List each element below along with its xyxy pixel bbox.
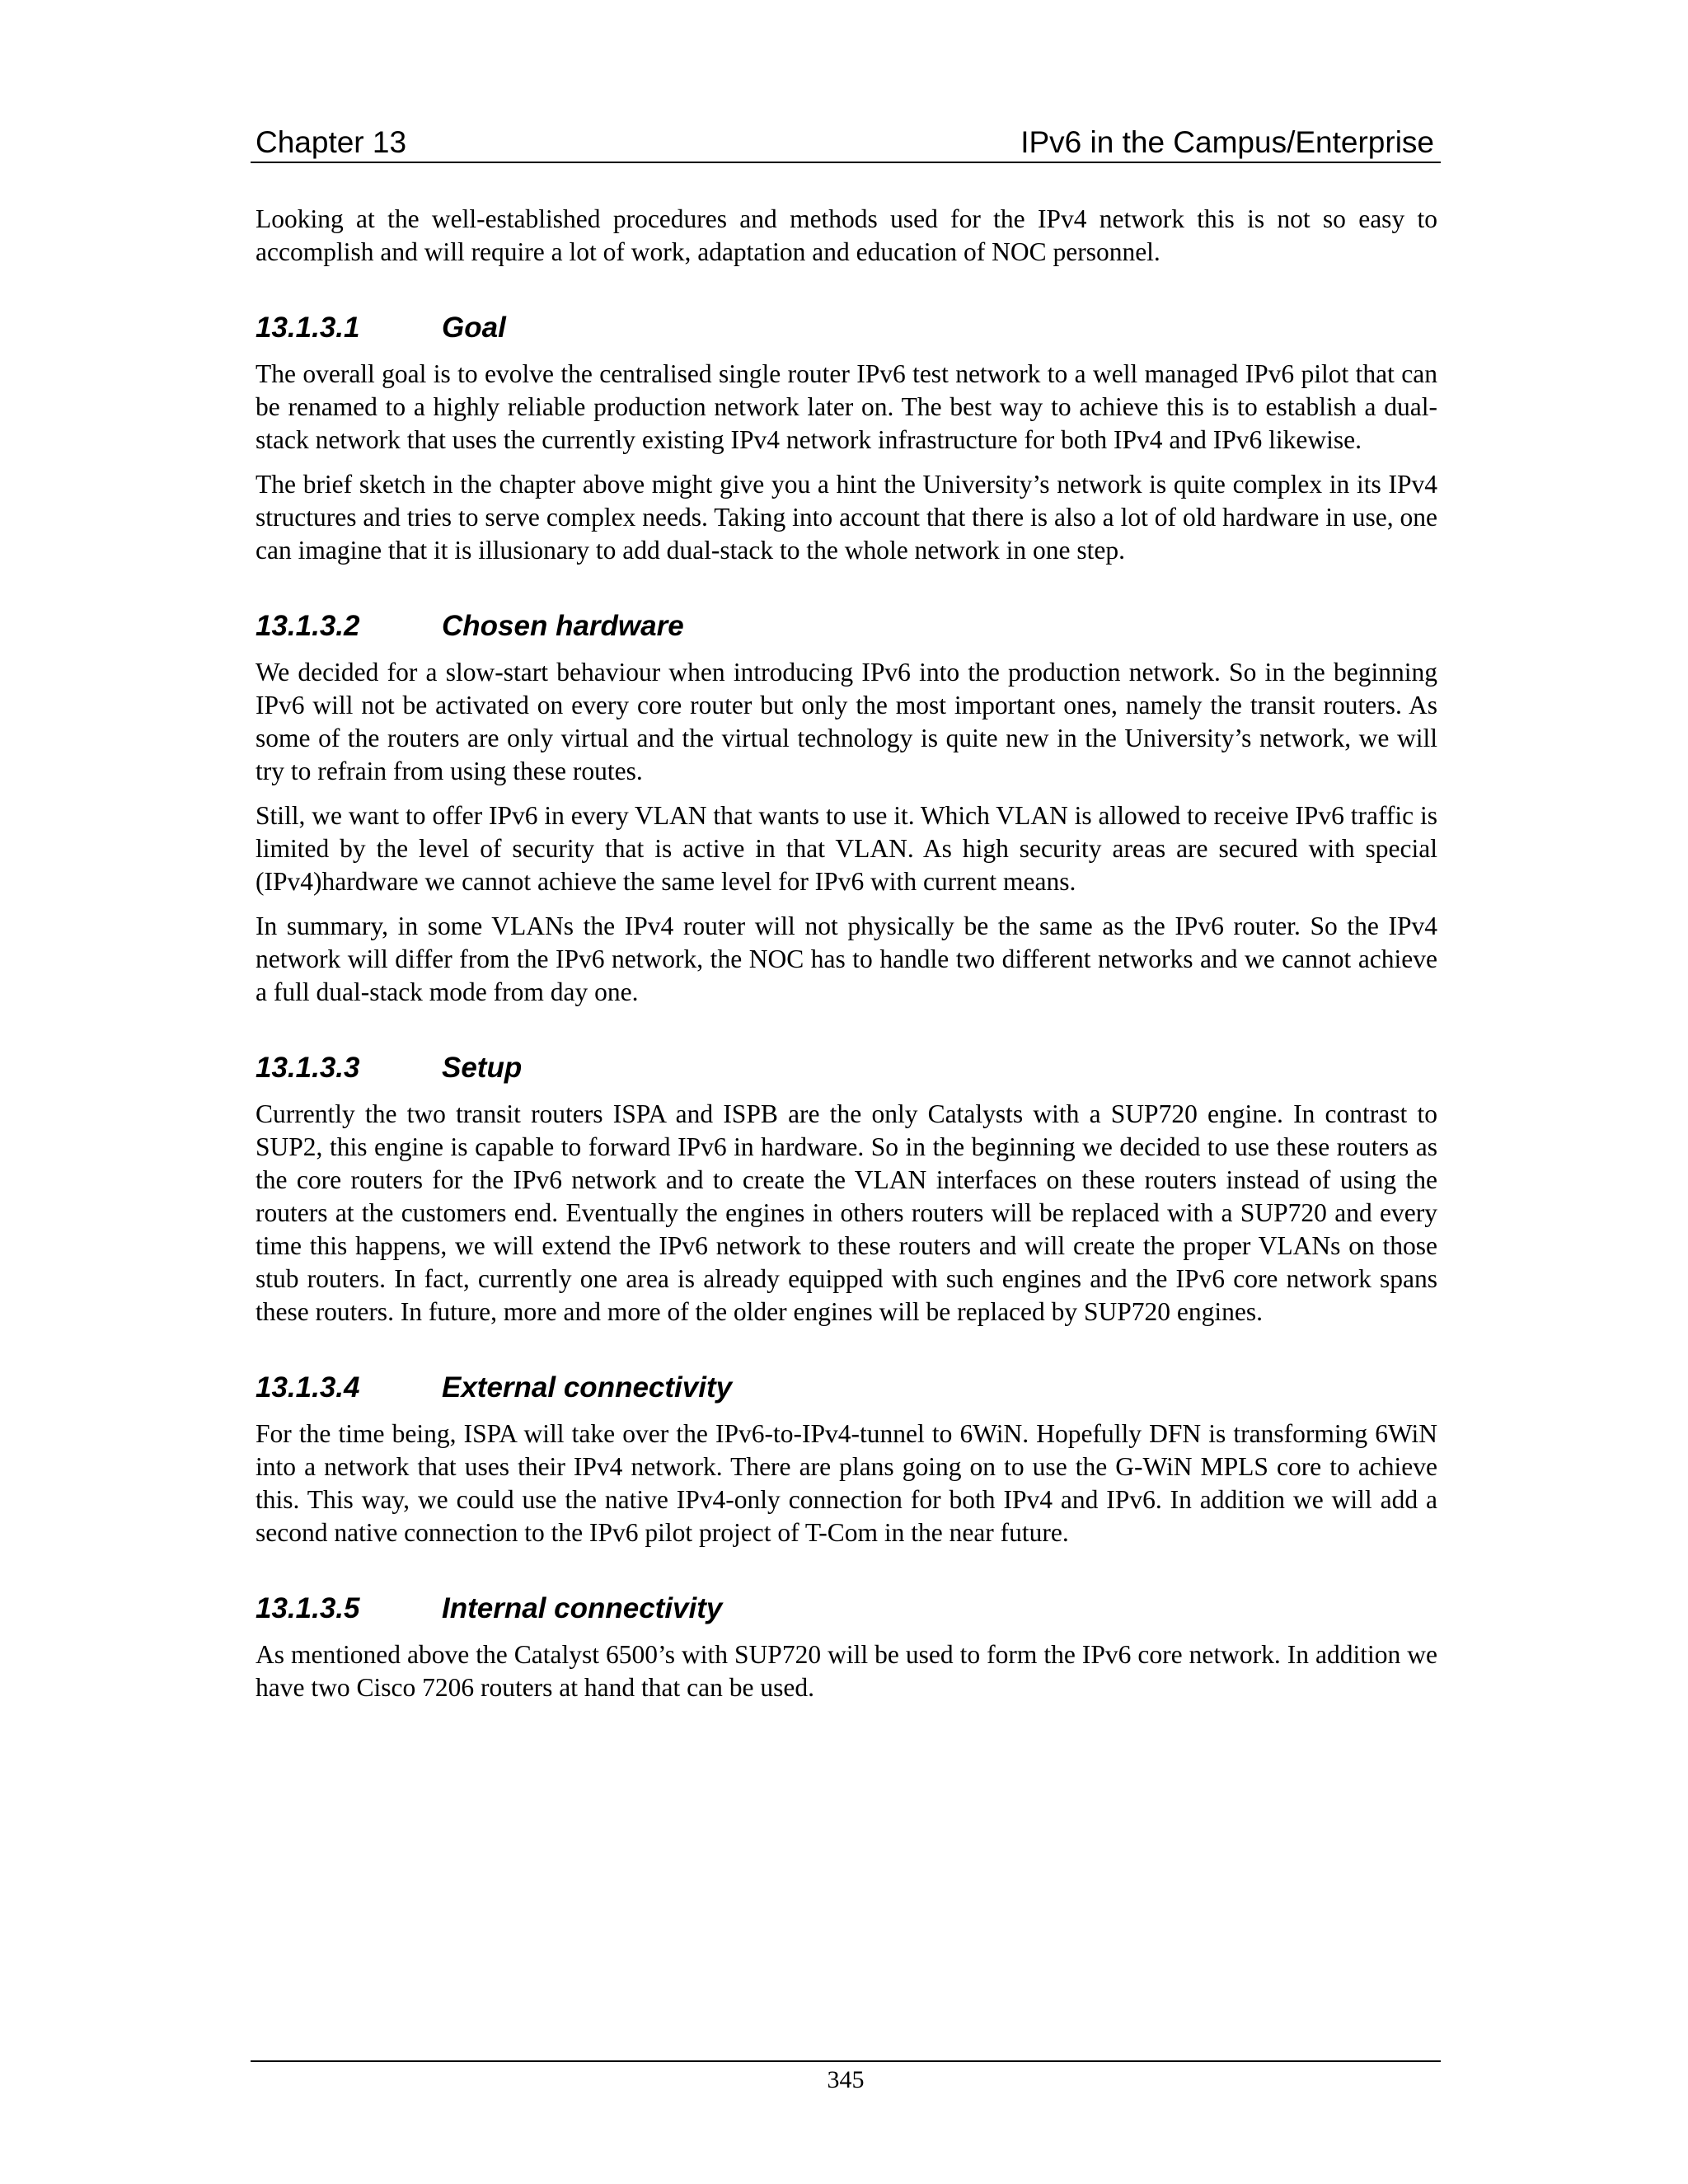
- section-heading: [256, 608, 1437, 644]
- page-body: [256, 203, 1437, 1716]
- paragraph: The brief sketch in the chapter above might give you a hint the University’s network is quite complex in its IPv4 structures and tries to serve complex needs. Taking into account that there is also a lot of old hardware in use, one can imagine that it is illusionary to add dual-stack to the whole network in one step.: [256, 470, 1437, 565]
- running-header: [251, 120, 1441, 163]
- paragraph: In summary, in some VLANs the IPv4 router will not physically be the same as the IPv6 router. So the IPv4 network will differ from the IPv6 network, the NOC has to handle two different networks and we cannot achieve a full dual-stack mode from day one.: [256, 912, 1437, 1006]
- paragraph: Still, we want to offer IPv6 in every VLAN that wants to use it. Which VLAN is allowed to receive IPv6 traffic is limited by the level of security that is active in that VLAN. As high security areas are secured with special (IPv4)hardware we cannot achieve the same level for IPv6 with current means.: [256, 801, 1437, 896]
- chapter-title: IPv6 in the Campus/Enterprise: [1020, 125, 1434, 159]
- section-heading: [256, 1370, 1437, 1406]
- section-number: 13.1.3.3: [256, 1052, 360, 1084]
- section-chosen-hardware: [256, 608, 1437, 1009]
- section-title: Internal connectivity: [442, 1592, 723, 1624]
- paragraph: We decided for a slow-start behaviour when introducing IPv6 into the production network. So in the beginning IPv6 will not be activated on every core router but only the most important ones, namely the transit routers. As some of the routers are only virtual and the virtual technology is quite new in the University’s network, we will try to refrain from using these routes.: [256, 658, 1437, 785]
- section-heading: [256, 1050, 1437, 1086]
- chapter-label: Chapter 13: [256, 125, 407, 159]
- paragraph: The overall goal is to evolve the centralised single router IPv6 test network to a well managed IPv6 pilot that can be renamed to a highly reliable production network later on. The best way to achieve this is to establish a dual-stack network that uses the currently existing IPv4 network infrastructure for both IPv4 and IPv6 likewise.: [256, 359, 1437, 454]
- section-number: 13.1.3.1: [256, 312, 360, 344]
- intro-paragraph: Looking at the well-established procedures and methods used for the IPv4 network this is not so easy to accomplish and will require a lot of work, adaptation and education of NOC personnel.: [256, 204, 1437, 266]
- section-number: 13.1.3.2: [256, 610, 360, 642]
- paragraph: As mentioned above the Catalyst 6500’s with SUP720 will be used to form the IPv6 core network. In addition we have two Cisco 7206 routers at hand that can be used.: [256, 1640, 1437, 1702]
- section-title: Chosen hardware: [442, 610, 684, 642]
- section-goal: [256, 310, 1437, 567]
- section-title: Goal: [442, 312, 506, 344]
- section-number: 13.1.3.4: [256, 1371, 360, 1404]
- page-number: 345: [827, 2066, 865, 2093]
- footer-rule: [251, 2060, 1441, 2062]
- section-external-connectivity: [256, 1370, 1437, 1549]
- section-heading: [256, 310, 1437, 346]
- section-heading: [256, 1591, 1437, 1627]
- section-internal-connectivity: [256, 1591, 1437, 1704]
- paragraph: Currently the two transit routers ISPA and ISPB are the only Catalysts with a SUP720 engine. In contrast to SUP2, this engine is capable to forward IPv6 in hardware. So in the beginning we decided to use these routers as the core routers for the IPv6 network and to create the VLAN interfaces on these routers instead of using the routers at the customers end. Eventually the engines in others routers will be replaced with a SUP720 and every time this happens, we will extend the IPv6 network to these routers and will create the proper VLANs on those stub routers. In fact, currently one area is already equipped with such engines and the IPv6 core network spans these routers. In future, more and more of the older engines will be replaced by SUP720 engines.: [256, 1099, 1437, 1326]
- section-title: External connectivity: [442, 1371, 733, 1404]
- paragraph: For the time being, ISPA will take over the IPv6-to-IPv4-tunnel to 6WiN. Hopefully DFN is transforming 6WiN into a network that uses their IPv4 network. There are plans going on to use the G-WiN MPLS core to achieve this. This way, we could use the native IPv4-only connection for both IPv4 and IPv6. In addition we will add a second native connection to the IPv6 pilot project of T-Com in the near future.: [256, 1419, 1437, 1547]
- section-setup: [256, 1050, 1437, 1329]
- section-title: Setup: [442, 1052, 523, 1084]
- section-number: 13.1.3.5: [256, 1592, 360, 1624]
